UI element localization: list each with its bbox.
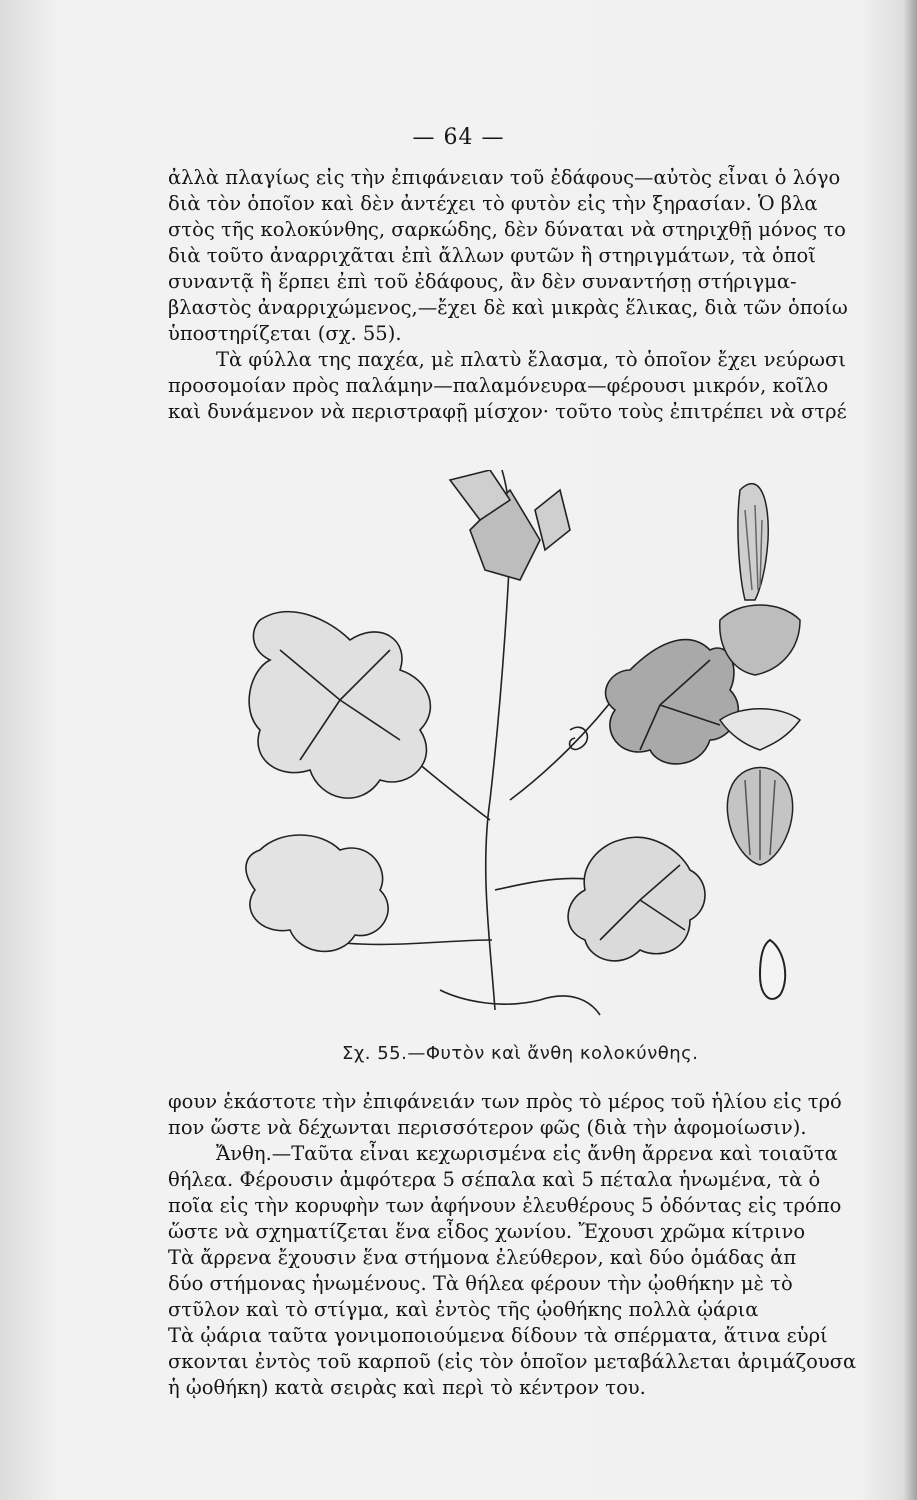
- pumpkin-plant-illustration: [240, 470, 840, 1035]
- text-line: δύο στήμονας ἡνωμένους. Τὰ θήλεα φέρουν τὴν ᾠοθήκην μὲ τὸ: [168, 1272, 793, 1295]
- text-line: διὰ τὸν ὁποῖον καὶ δὲν ἀντέχει τὸ φυτὸν εἰς τὴν ξηρασίαν. Ὁ βλα: [168, 192, 818, 215]
- leaf-lower: [568, 837, 705, 961]
- text-line: Ἄνθη.—Ταῦτα εἶναι κεχωρισμένα εἰς ἄνθη ἄρρενα καὶ τοιαῦτα: [216, 1142, 838, 1165]
- seed: [760, 940, 785, 999]
- leaf-left: [249, 612, 430, 798]
- text-line: θήλεα. Φέρουσιν ἀμφότερα 5 σέπαλα καὶ 5 πέταλα ἡνωμένα, τὰ ὁ: [168, 1168, 821, 1191]
- text-line: στῦλον καὶ τὸ στίγμα, καὶ ἐντὸς τῆς ᾠοθήκης πολλὰ ᾠάρια: [168, 1298, 759, 1321]
- page-edge-shadow: [903, 0, 917, 1500]
- male-flower-stamen: [720, 484, 800, 675]
- text-line: στὸς τῆς κολοκύνθης, σαρκώδης, δὲν δύναται νὰ στηριχθῇ μόνος το: [168, 218, 846, 241]
- text-line: Τὰ φύλλα της παχέα, μὲ πλατὺ ἔλασμα, τὸ ὁποῖον ἔχει νεύρωσι: [216, 348, 846, 371]
- figure-caption: Σχ. 55.—Φυτὸν καὶ ἄνθη κολοκύνθης.: [342, 1043, 699, 1064]
- text-line: Τὰ ἄρρενα ἔχουσιν ἕνα στήμονα ἐλεύθερον, καὶ δύο ὁμάδας ἀπ: [168, 1246, 797, 1269]
- text-line: ἡ ᾠοθήκη) κατὰ σειρὰς καὶ περὶ τὸ κέντρον του.: [168, 1376, 646, 1399]
- text-line: φουν ἑκάστοτε τὴν ἐπιφάνειάν των πρὸς τὸ μέρος τοῦ ἡλίου εἰς τρό: [168, 1090, 842, 1113]
- text-line: συναντᾷ ἢ ἕρπει ἐπὶ τοῦ ἐδάφους, ἂν δὲν συναντήσῃ στήριγμα-: [168, 270, 797, 293]
- leaf-bottom: [246, 835, 388, 951]
- text-line: Τὰ ᾠάρια ταῦτα γονιμοποιούμενα δίδουν τὰ σπέρματα, ἅτινα εὑρί: [168, 1324, 828, 1347]
- text-line: σκονται ἐντὸς τοῦ καρποῦ (εἰς τὸν ὁποῖον μεταβάλλεται ἀριμάζουσα: [168, 1350, 857, 1373]
- text-line: ὥστε νὰ σχηματίζεται ἕνα εἶδος χωνίου. Ἔχουσι χρῶμα κίτρινο: [168, 1220, 806, 1243]
- text-line: πον ὥστε νὰ δέχωνται περισσότερον φῶς (διὰ τὴν ἀφομοίωσιν).: [168, 1116, 807, 1139]
- bottom-paragraph: [168, 1089, 908, 1401]
- text-line: προσομοίαν πρὸς παλάμην—παλαμόνευρα—φέρουσι μικρόν, κοῖλο: [168, 374, 829, 397]
- text-line: διὰ τοῦτο ἀναρριχᾶται ἐπὶ ἄλλων φυτῶν ἢ στηριγμάτων, τὰ ὁποῖ: [168, 244, 816, 267]
- leaf-right: [606, 640, 739, 764]
- text-line: βλαστὸς ἀναρριχώμενος,—ἔχει δὲ καὶ μικρὰς ἕλικας, διὰ τῶν ὁποίω: [168, 296, 848, 319]
- text-line: ὑποστηρίζεται (σχ. 55).: [168, 322, 402, 345]
- text-line: καὶ δυνάμενον νὰ περιστραφῇ μίσχον· τοῦτο τοὺς ἐπιτρέπει νὰ στρέ: [168, 400, 847, 423]
- page-number: — 64 —: [412, 125, 505, 150]
- top-paragraph: [168, 165, 908, 425]
- text-line: ποῖα εἰς τὴν κορυφὴν των ἀφήνουν ἐλευθέρους 5 ὀδόντας εἰς τρόπο: [168, 1194, 842, 1217]
- female-flower-ovary: [720, 709, 800, 865]
- text-line: ἀλλὰ πλαγίως εἰς τὴν ἐπιφάνειαν τοῦ ἐδάφους—αὐτὸς εἶναι ὁ λόγο: [168, 166, 841, 189]
